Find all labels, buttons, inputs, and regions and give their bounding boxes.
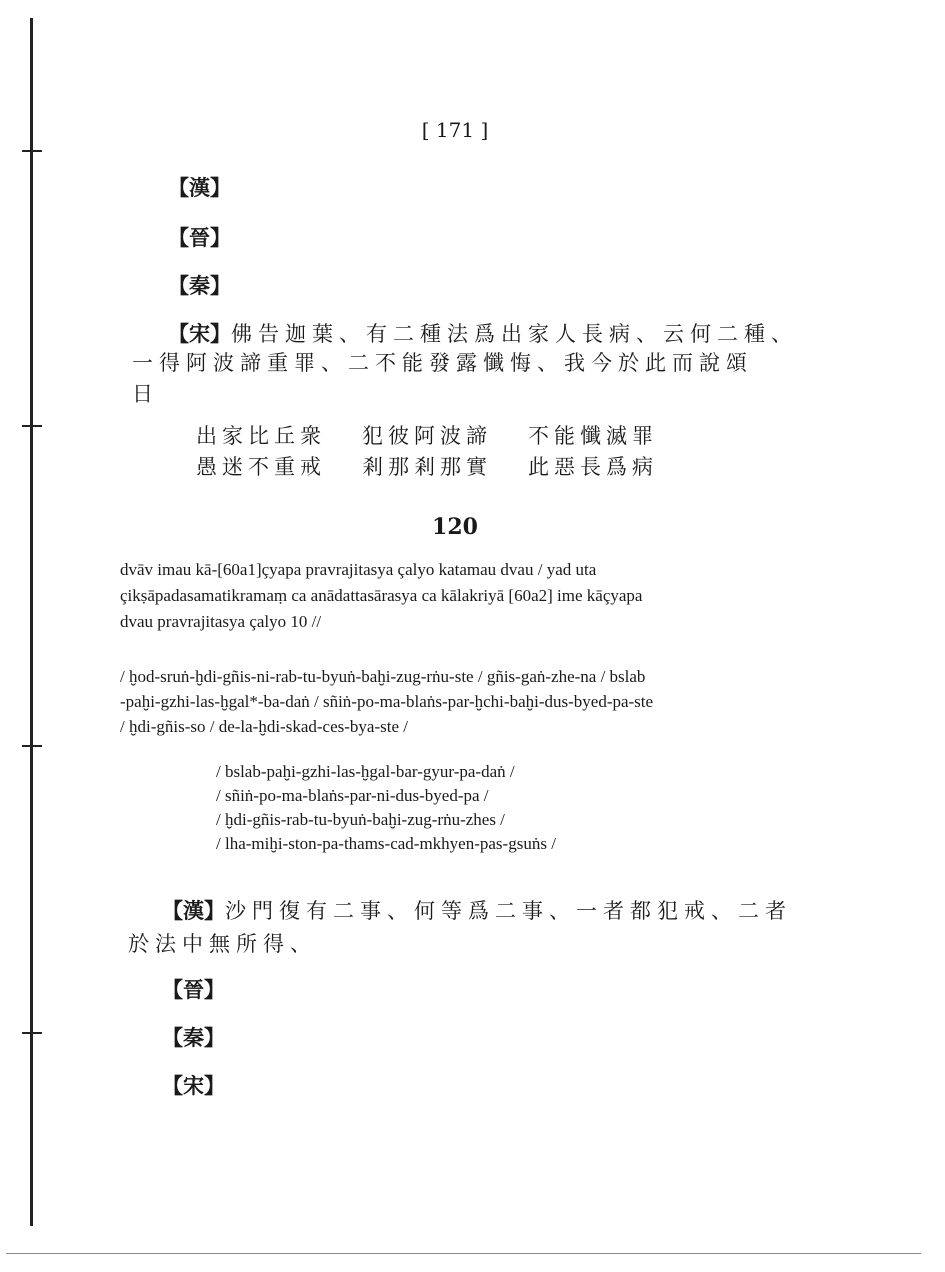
sanskrit-line: dvāv imau kā-[60a1]çyapa pravrajitasya çalyo katamau dvau / yad uta bbox=[120, 560, 597, 579]
tibetan-line: / ḫod-sruṅ-ḫdi-gñis-ni-rab-tu-byuṅ-baḫi-zug-rṅu-ste / gñis-gaṅ-zhe-na / bslab bbox=[120, 667, 646, 686]
han-text-1: 沙門復有二事、何等爲二事、一者都犯戒、二者 bbox=[225, 899, 792, 923]
sanskrit-line: dvau pravrajitasya çalyo 10 // bbox=[120, 612, 322, 631]
tibetan-verse-line: / ḫdi-gñis-rab-tu-byuṅ-baḫi-zug-rṅu-zhes / bbox=[216, 810, 505, 829]
tibetan-verse-line: / sñiṅ-po-ma-blaṅs-par-ni-dus-byed-pa / bbox=[216, 786, 489, 805]
verse-phrase: 不能懺滅罪 bbox=[528, 424, 658, 448]
verse-line-1 bbox=[196, 420, 694, 450]
binding-tick bbox=[22, 425, 42, 427]
song-line-2: 一得阿波諦重罪、二不能發露懺悔、我今於此而說頌 bbox=[132, 351, 753, 375]
han-line-2: 於法中無所得、 bbox=[128, 932, 317, 956]
label-song: 【宋】 bbox=[168, 322, 231, 346]
bottom-rule bbox=[6, 1253, 921, 1254]
label-jin: 【晉】 bbox=[168, 226, 231, 250]
page-number: [ 171 ] bbox=[421, 118, 489, 142]
verse-phrase: 愚迷不重戒 bbox=[196, 455, 326, 479]
binding-tick bbox=[22, 1032, 42, 1034]
label-jin-b: 【晉】 bbox=[162, 978, 225, 1002]
label-song-b: 【宋】 bbox=[162, 1074, 225, 1098]
song-line-1 bbox=[168, 318, 798, 348]
binding-tick bbox=[22, 150, 42, 152]
han-line-1 bbox=[162, 895, 792, 925]
label-qin: 【秦】 bbox=[168, 274, 231, 298]
verse-phrase: 犯彼阿波諦 bbox=[362, 424, 492, 448]
tibetan-verse-line: / lha-miḫi-ston-pa-thams-cad-mkhyen-pas-gsuṅs / bbox=[216, 834, 556, 853]
verse-phrase: 出家比丘衆 bbox=[196, 424, 326, 448]
label-han-b: 【漢】 bbox=[162, 899, 225, 923]
tibetan-line: -paḫi-gzhi-las-ḫgal*-ba-daṅ / sñiṅ-po-ma-blaṅs-par-ḫchi-baḫi-dus-byed-pa-ste bbox=[120, 692, 654, 711]
tibetan-line: / ḫdi-gñis-so / de-la-ḫdi-skad-ces-bya-ste / bbox=[120, 717, 408, 736]
sanskrit-line: çikṣāpadasamatikramaṃ ca anādattasārasya ca kālakriyā [60a2] ime kāçyapa bbox=[120, 586, 643, 605]
binding-edge-line bbox=[30, 18, 33, 1226]
verse-phrase: 此惡長爲病 bbox=[528, 455, 658, 479]
verse-line-2 bbox=[196, 451, 694, 481]
label-qin-b: 【秦】 bbox=[162, 1026, 225, 1050]
label-han: 【漢】 bbox=[168, 176, 231, 200]
verse-phrase: 剎那剎那實 bbox=[362, 455, 492, 479]
song-text-1: 佛告迦葉、有二種法爲出家人長病、云何二種、 bbox=[231, 322, 798, 346]
section-number: 120 bbox=[432, 514, 478, 540]
tibetan-verse-line: / bslab-paḫi-gzhi-las-ḫgal-bar-gyur-pa-daṅ / bbox=[216, 762, 515, 781]
binding-tick bbox=[22, 745, 42, 747]
song-line-3: 日 bbox=[132, 382, 159, 406]
